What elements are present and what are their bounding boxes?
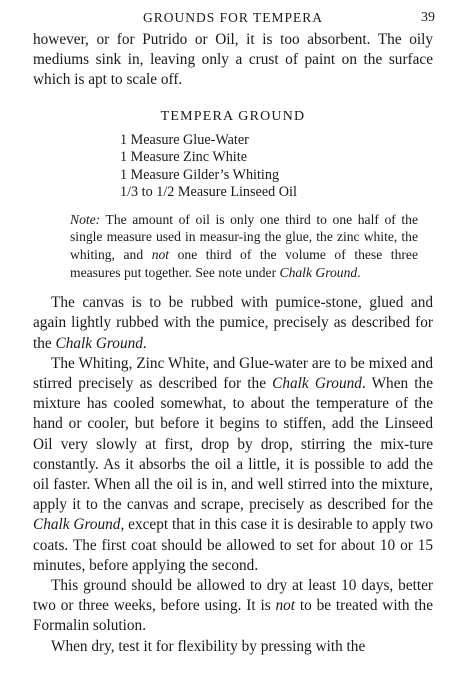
recipe-item: 1 Measure Gilder’s Whiting xyxy=(120,166,280,183)
paragraph-text: This ground should be allowed to dry at least 10 days, better two or three weeks, before using. It is xyxy=(33,577,433,615)
body-text xyxy=(33,30,433,657)
recipe-item: 1 Measure Zinc White xyxy=(120,149,247,166)
paragraph-text: to be treated with the Formalin solution. xyxy=(33,597,433,635)
intro-paragraph xyxy=(33,30,433,91)
paragraph-text: . When the mixture has cooled somewhat, to about the temperature of the hand or cooler, but before it begins to stiffen, add the Linseed Oil very slowly at first, drop by drop, stirring the mix-ture constantly. As it absorbs the oil a little, it is possible to add the oil faster. When all the oil is in, and well stirred into the mixture, apply it to the canvas and scrape, precisely as described for the xyxy=(33,375,433,514)
reference-text: Chalk Ground xyxy=(55,334,143,352)
note-label: Note: xyxy=(70,211,101,227)
note-text: . xyxy=(357,264,361,280)
emphasis-text: not xyxy=(275,597,296,615)
paragraph-text: . xyxy=(142,334,147,352)
reference-text: Chalk Ground, xyxy=(33,516,125,534)
paragraph xyxy=(33,637,433,657)
paragraph xyxy=(33,293,433,354)
note-emphasis: not xyxy=(151,247,170,262)
note-reference: Chalk Ground xyxy=(279,264,358,280)
section-heading: TEMPERA GROUND xyxy=(160,108,306,124)
running-head xyxy=(33,8,433,30)
paragraph-text: When dry, test it for flexibility by pressing with the xyxy=(51,637,366,655)
note-block xyxy=(70,211,418,281)
reference-text: Chalk Ground xyxy=(272,375,362,392)
paragraph-text: except that in this case it is desirable to apply two coats. The first coat should be allowed to set for about 10 or 15 minutes, before applying the second. xyxy=(33,516,433,574)
note-paragraph xyxy=(70,211,418,281)
recipe-item: 1/3 to 1/2 Measure Linseed Oil xyxy=(120,184,297,201)
paragraph xyxy=(33,576,433,637)
page-number: 39 xyxy=(421,10,435,25)
note-text: one third of the volume of these three measures put together. See note under xyxy=(70,247,418,280)
running-title: GROUNDS FOR TEMPERA xyxy=(142,10,324,25)
recipe-item: 1 Measure Glue-Water xyxy=(120,131,249,148)
paragraph-text: The Whiting, Zinc White, and Glue-water are to be mixed and stirred precisely as described for the xyxy=(33,354,433,392)
book-page xyxy=(33,8,433,657)
note-text: The amount of oil is only one third to one half of the single measure used in measur-ing the glue, the zinc white, the whiting, and xyxy=(70,211,418,262)
paragraph xyxy=(33,354,433,576)
intro-text: however, or for Putrido or Oil, it is too absorbent. The oily mediums sink in, leaving only a crust of paint on the surface which is apt to scale off. xyxy=(33,31,433,89)
recipe-list xyxy=(120,132,433,202)
paragraph-text: The canvas is to be rubbed with pumice-stone, glued and again lightly rubbed with the pumice, precisely as described for the xyxy=(33,294,433,352)
